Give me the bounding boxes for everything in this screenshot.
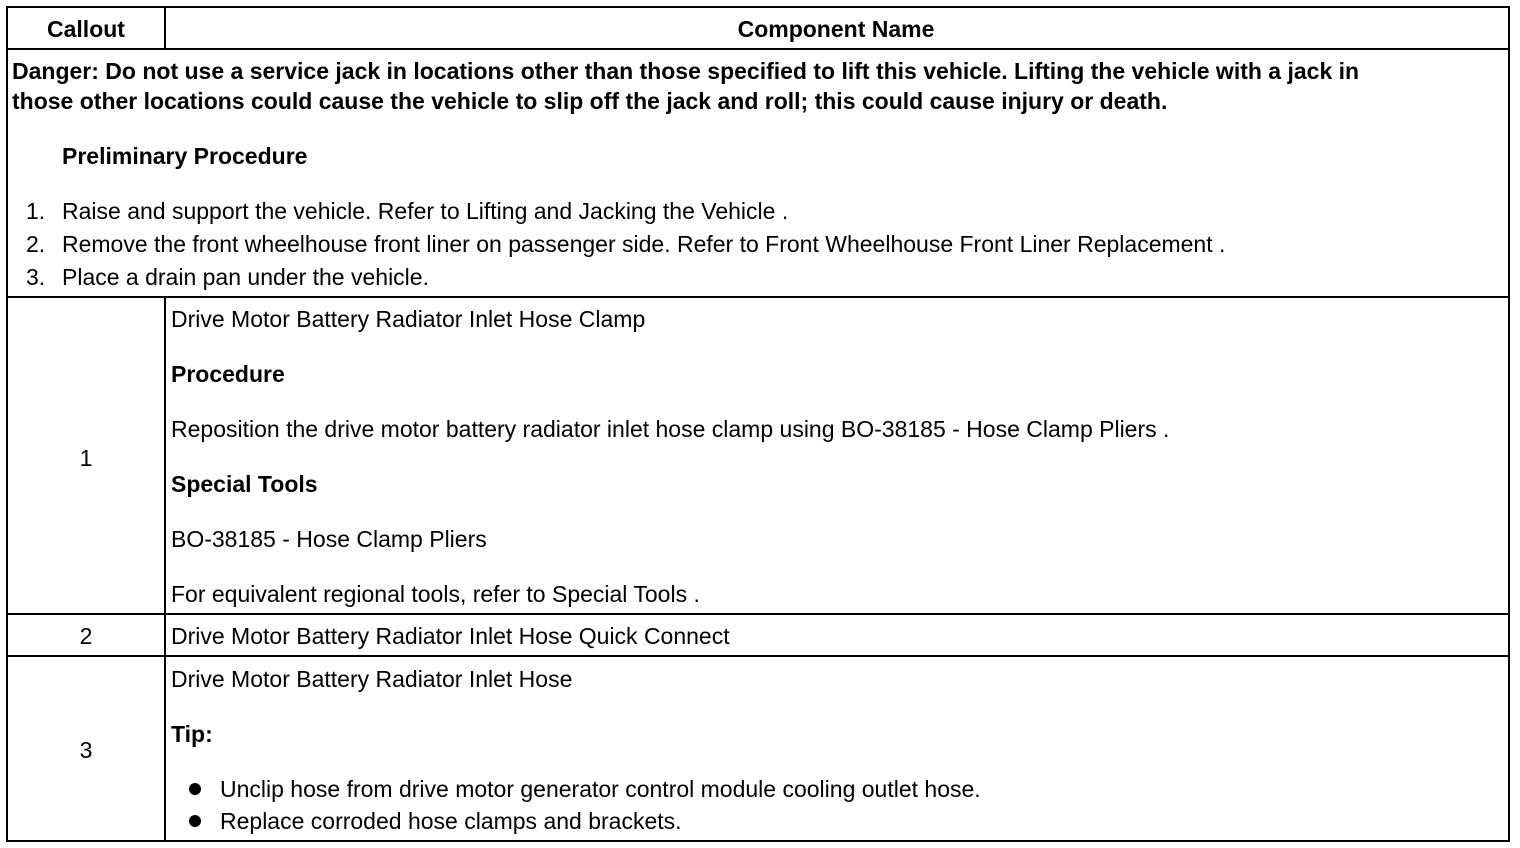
special-tools-heading: Special Tools bbox=[171, 471, 318, 497]
bullet-icon bbox=[189, 783, 201, 795]
callout-number: 3 bbox=[79, 737, 93, 763]
header-component-name: Component Name bbox=[737, 16, 935, 42]
danger-note-line2: those other locations could cause the vehicle to slip off the jack and roll; this could cause injury or death. bbox=[12, 88, 1168, 114]
step-number: 3. bbox=[26, 264, 46, 290]
special-tool-item: BO-38185 - Hose Clamp Pliers bbox=[171, 526, 487, 552]
row-divider bbox=[8, 613, 1508, 615]
tip-item: Replace corroded hose clamps and brackets. bbox=[220, 808, 682, 834]
regional-tools-note: For equivalent regional tools, refer to Special Tools . bbox=[171, 581, 700, 607]
step-text: Remove the front wheelhouse front liner on passenger side. Refer to Front Wheelhouse Front Liner Replacement . bbox=[62, 231, 1226, 257]
header-callout: Callout bbox=[47, 16, 125, 42]
component-name: Drive Motor Battery Radiator Inlet Hose Quick Connect bbox=[171, 623, 730, 649]
step-text: Raise and support the vehicle. Refer to Lifting and Jacking the Vehicle . bbox=[62, 198, 789, 224]
preliminary-procedure-title: Preliminary Procedure bbox=[62, 143, 308, 169]
tip-item: Unclip hose from drive motor generator control module cooling outlet hose. bbox=[220, 776, 981, 802]
column-divider bbox=[164, 296, 166, 840]
step-number: 1. bbox=[26, 198, 46, 224]
step-text: Place a drain pan under the vehicle. bbox=[62, 264, 429, 290]
procedure-text: Reposition the drive motor battery radiator inlet hose clamp using BO-38185 - Hose Clamp Pliers . bbox=[171, 416, 1170, 442]
danger-note-line1: Danger: Do not use a service jack in locations other than those specified to lift this vehicle. Lifting the vehicle with a jack in bbox=[12, 58, 1360, 84]
row-divider bbox=[8, 296, 1508, 298]
header-divider bbox=[8, 48, 1508, 50]
callout-number: 1 bbox=[79, 445, 93, 471]
step-number: 2. bbox=[26, 231, 46, 257]
component-name: Drive Motor Battery Radiator Inlet Hose Clamp bbox=[171, 306, 646, 332]
tip-heading: Tip: bbox=[171, 721, 213, 747]
callout-number: 2 bbox=[79, 623, 93, 649]
procedure-heading: Procedure bbox=[171, 361, 285, 387]
bullet-icon bbox=[189, 815, 201, 827]
row-divider bbox=[8, 655, 1508, 657]
component-name: Drive Motor Battery Radiator Inlet Hose bbox=[171, 666, 573, 692]
